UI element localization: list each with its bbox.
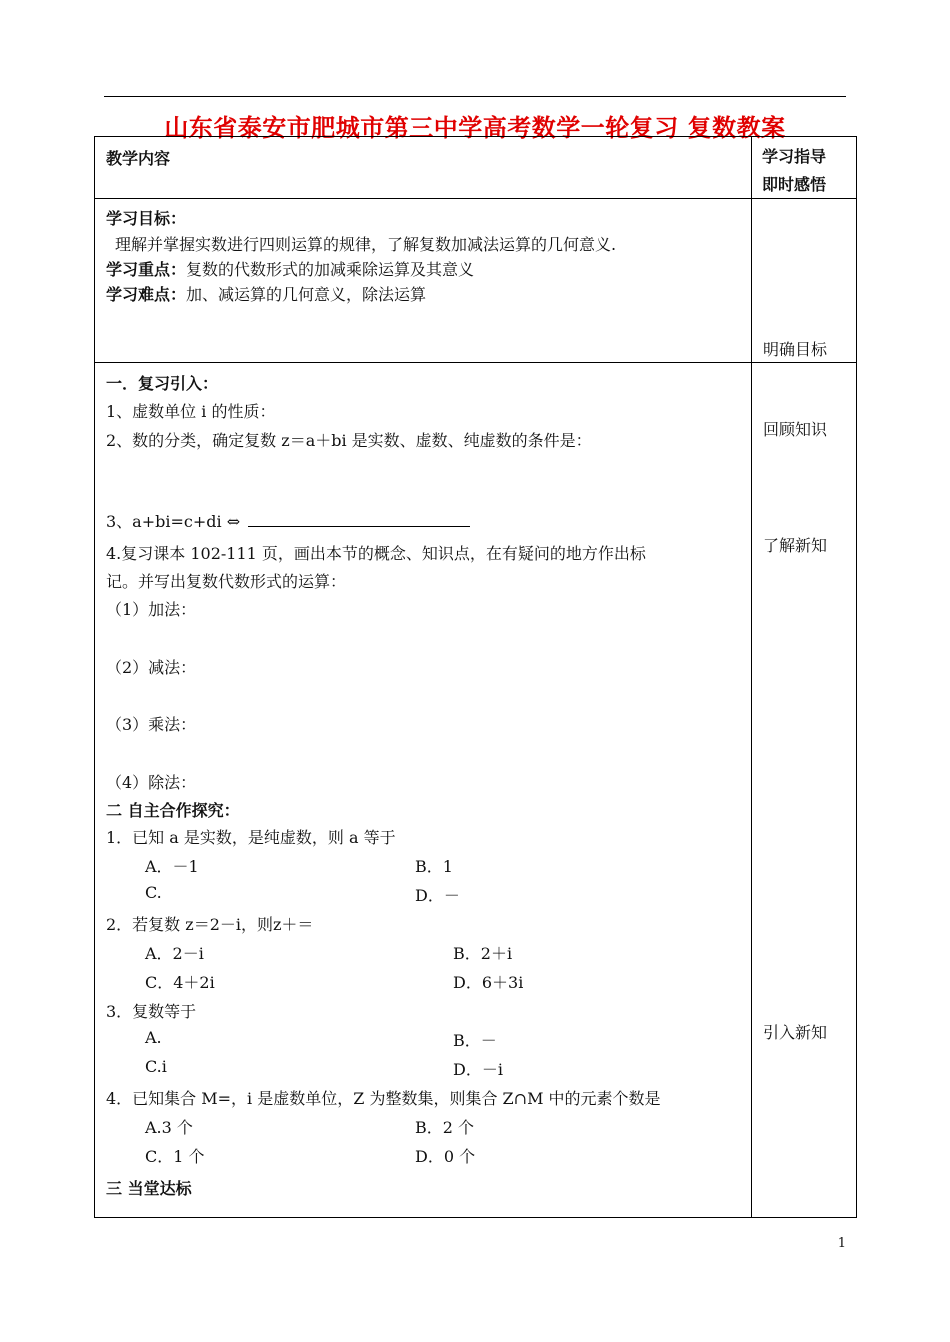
content-cell <box>95 363 752 1218</box>
key-point-text: 复数的代数形式的加减乘除运算及其意义 <box>186 260 475 279</box>
review-item-2: 2、数的分类，确定复数 z＝a＋bi 是实数、虚数、纯虚数的条件是： <box>106 431 592 450</box>
check-heading: 三 当堂达标 <box>106 1179 192 1198</box>
review-item-3-text: 3、a+bi=c+di ⇔ <box>106 512 241 531</box>
header-content-label: 教学内容 <box>106 149 171 168</box>
difficulty-line <box>106 282 426 305</box>
side-introduce: 引入新知 <box>763 1023 828 1042</box>
side-review-knowledge: 回顾知识 <box>763 420 828 439</box>
q2-option-a: A．2－i <box>145 944 204 963</box>
question-2: 2．若复数 z＝2－i，则z＋＝ <box>106 915 314 934</box>
review-item-1: 1、虚数单位 i 的性质： <box>106 402 276 421</box>
header-guide-label: 学习指导 <box>762 147 827 166</box>
review-item-4-line1: 4.复习课本 102-111 页，画出本节的概念、知识点，在有疑问的地方作出标 <box>106 544 646 563</box>
q4-option-d: D．0 个 <box>415 1147 476 1166</box>
review-heading: 一．复习引入： <box>106 374 219 393</box>
question-4: 4．已知集合 M=，i 是虚数单位，Z 为整数集，则集合 Z∩M 中的元素个数是 <box>106 1089 661 1108</box>
top-rule <box>104 96 846 97</box>
goals-label: 学习目标： <box>106 209 187 228</box>
q4-option-c: C．1 个 <box>145 1147 205 1166</box>
q1-option-a: A．－1 <box>145 857 199 876</box>
content-side-cell <box>752 363 857 1218</box>
key-point-line <box>106 257 474 280</box>
answer-blank <box>248 514 470 527</box>
goals-row <box>95 199 857 363</box>
goals-side-cell <box>752 199 857 363</box>
question-1: 1．已知 a 是实数，是纯虚数，则 a 等于 <box>106 828 396 847</box>
question-3: 3．复数等于 <box>106 1002 197 1021</box>
header-content-cell <box>95 137 752 199</box>
q3-option-a: A. <box>145 1028 162 1047</box>
q4-option-a: A.3 个 <box>145 1118 193 1137</box>
q1-option-c: C. <box>145 883 162 902</box>
op-multiplication: （3）乘法： <box>106 715 197 734</box>
op-subtraction: （2）减法： <box>106 658 197 677</box>
content-row <box>95 363 857 1218</box>
goals-cell <box>95 199 752 363</box>
table-header-row <box>95 137 857 199</box>
page-title: 山东省泰安市肥城市第三中学高考数学一轮复习 复数教案 <box>164 114 786 142</box>
explore-heading: 二 自主合作探究： <box>106 801 240 820</box>
side-new-knowledge: 了解新知 <box>763 536 828 555</box>
q1-option-d: D．－ <box>415 886 460 905</box>
header-guide-cell <box>752 137 857 199</box>
q3-option-d: D．－i <box>453 1060 503 1079</box>
goals-text: 理解并掌握实数进行四则运算的规律，了解复数加减法运算的几何意义. <box>115 235 617 254</box>
header-insight-label: 即时感悟 <box>762 175 827 194</box>
q3-option-b: B．－ <box>453 1031 497 1050</box>
q2-option-b: B．2＋i <box>453 944 513 963</box>
lesson-table <box>94 136 857 1218</box>
q2-option-c: C．4＋2i <box>145 973 215 992</box>
review-item-4-line2: 记。并写出复数代数形式的运算： <box>106 572 347 591</box>
q3-option-c: C.i <box>145 1057 167 1076</box>
op-division: （4）除法： <box>106 773 197 792</box>
difficulty-label: 学习难点： <box>106 285 187 304</box>
key-point-label: 学习重点： <box>106 260 187 279</box>
difficulty-text: 加、减运算的几何意义，除法运算 <box>186 285 427 304</box>
q4-option-b: B．2 个 <box>415 1118 475 1137</box>
op-addition: （1）加法： <box>106 600 197 619</box>
q1-option-b: B．1 <box>415 857 453 876</box>
side-clear-goals: 明确目标 <box>763 340 828 359</box>
page-number: 1 <box>837 1236 846 1251</box>
review-item-3 <box>106 509 470 532</box>
q2-option-d: D．6＋3i <box>453 973 524 992</box>
